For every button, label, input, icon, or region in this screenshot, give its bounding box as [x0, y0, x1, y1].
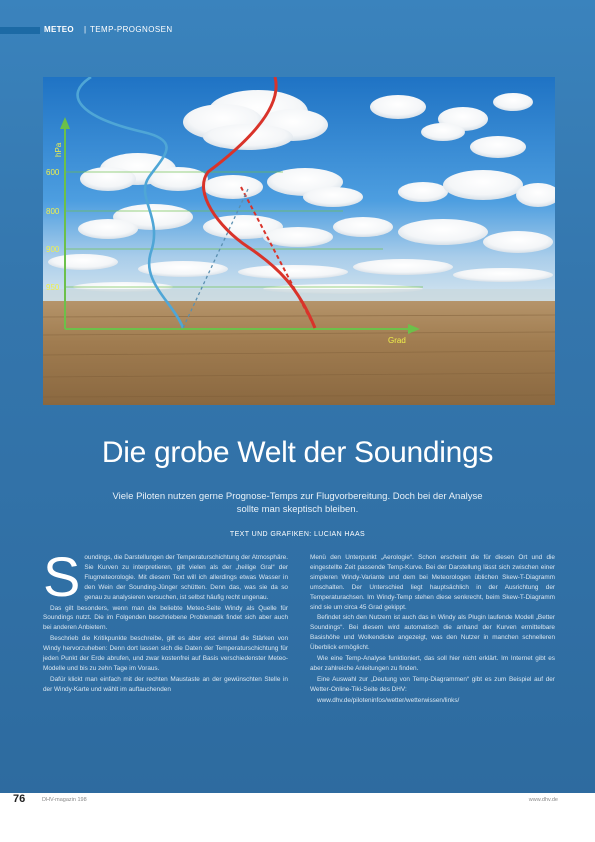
level-label-900: 900 [46, 245, 60, 254]
level-label-950: 950 [46, 283, 60, 292]
drop-cap: S [43, 545, 81, 608]
level-label-800: 800 [46, 207, 60, 216]
lead-line-1: Viele Piloten nutzen gerne Prognose-Temps zur Flugvorbereitung. Doch bei der Analyse [112, 491, 483, 502]
paragraph: Wie eine Temp-Analyse funktioniert, das soll hier nicht erklärt. Im Internet gibt es aber zahlreiche Anleitungen zu finden. [310, 655, 555, 672]
article-lead [80, 490, 515, 516]
paragraph: Befindet sich den Nutzern ist auch das in Windy als Plugin laufende Modell „Better Soundings“. Bei diesem wird automatisch die anhand der Kurven ermittelbare Basishöhe und Wolkendicke angezeigt, was den Nutzer in manchen schnelleren Überblick ermöglicht. [310, 614, 555, 652]
level-label-600: 600 [46, 168, 60, 177]
section-header [0, 25, 595, 37]
x-axis-label: Grad [388, 336, 406, 345]
paragraph: Dafür klickt man einfach mit der rechten Maustaste an der gewünschten Stelle in der Windy-Karte und wählt im auftauchenden [43, 675, 288, 693]
paragraph: oundings, die Darstellungen der Temperaturschichtung der Atmosphäre. Sie Kurven zu interpretieren, gilt vielen als der „heilige Gral“ der Flugmeteorologie. Mit diesem Text will ich allerdings etwas Wasser in den Wein der Sounding-Jünger schütten. Denn das, was sie da so genau zu analysieren versuchen, ist selbst häufig recht ungenau. [84, 554, 288, 601]
article-headline: Die grobe Welt der Soundings [101, 436, 494, 469]
body-column-right [310, 553, 555, 707]
footer-strip [0, 793, 595, 842]
paragraph: Beschrieb die Kritikpunkte beschreibe, gilt es aber erst einmal die Stärken von Windy hervorzuheben: Denn dort lassen sich die Daten der Temperaturschichtung für jeden Punkt der Erde abrufen, und zwar kostenfrei auf Basis verschiedenster Meteo-Modelle und bis zu zehn Tage im Voraus. [43, 635, 288, 672]
section-separator: | [84, 25, 87, 34]
body-column-left [43, 545, 288, 696]
lead-line-2: sollte man skeptisch bleiben. [236, 504, 359, 515]
reference-link[interactable]: www.dhv.de/piloteninfos/wetter/wetterwissen/links/ [317, 696, 460, 704]
page-number: 76 [13, 793, 26, 805]
section-label: METEO [44, 25, 74, 34]
paragraph: Eine Auswahl zur „Deutung von Temp-Diagrammen“ gibt es zum Beispiel auf der Wetter-Online-Tiki-Seite des DHV: [310, 675, 555, 693]
hero-image [43, 77, 555, 405]
paragraph: Das gilt besonders, wenn man die beliebte Meteo-Seite Windy als Quelle für Soundings nutzt. Die im Folgenden beschriebene Problematik findet sich aber auch bei anderen Anbietern. [43, 604, 288, 632]
website-link[interactable]: www.dhv.de [528, 797, 558, 803]
section-color-bar [0, 27, 40, 34]
paragraph: Menü den Unterpunkt „Aerologie“. Schon erscheint die für diesen Ort und die eingestellte Zeit passende Temp-Kurve. Bei der Darstellung lässt sich zwischen einer simpleren Windy-Variante und dem bei Meteorologen üblichen Skew-T-Diagramm umschalten. Der Unterschied liegt hauptsächlich in der Ausrichtung der Temperaturachsen. Im Windy-Temp stehen diese senkrecht, beim Skew-T-Diagramm sind sie um circa 45 Grad gekippt. [310, 554, 555, 611]
article-byline: TEXT UND GRAFIKEN: LUCIAN HAAS [229, 531, 366, 538]
topic-label: TEMP-PROGNOSEN [90, 25, 173, 34]
y-axis-label: hPa [54, 142, 63, 157]
magazine-issue: DHV-magazin 198 [42, 797, 87, 803]
